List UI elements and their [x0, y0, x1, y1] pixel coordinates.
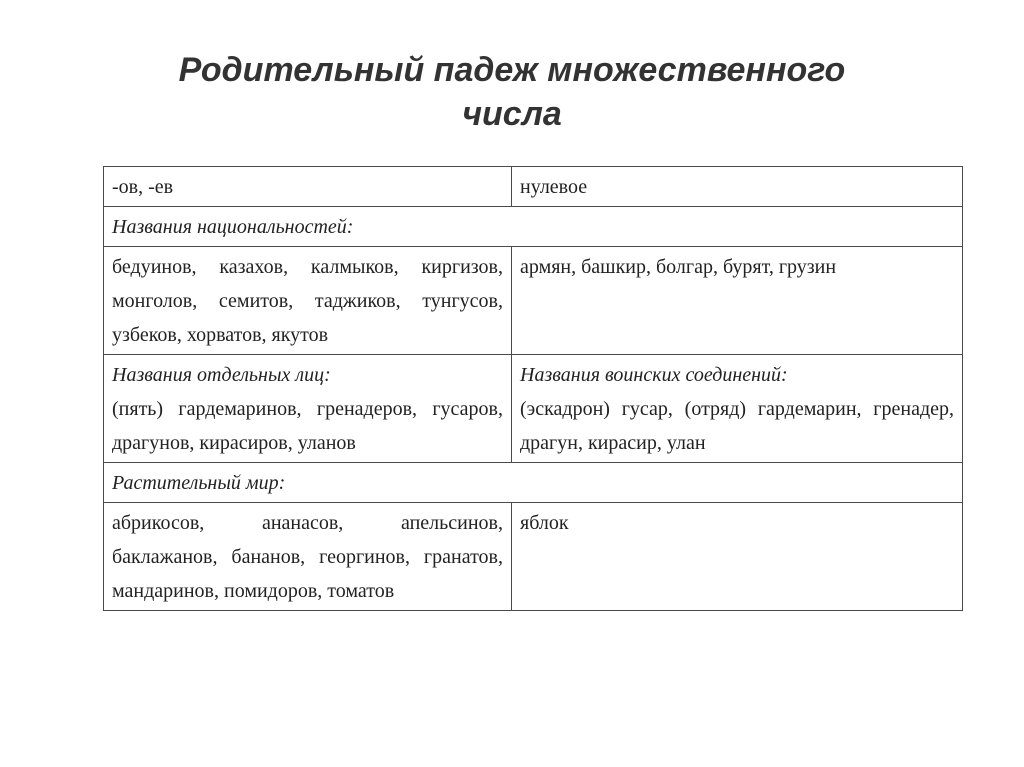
slide-title: [0, 48, 1024, 136]
nationalities-ov-ev-words: бедуинов, казахов, калмыков, киргизов, монголов, семитов, таджиков, тунгусов, узбеков, хорватов, якутов: [104, 247, 512, 355]
nationalities-zero-words: армян, башкир, болгар, бурят, грузин: [512, 247, 963, 355]
header-row: [104, 167, 963, 207]
category-row-plants: [104, 463, 963, 503]
category-persons: Названия отдельных лиц:: [112, 364, 331, 386]
title-line-2: числа: [462, 95, 562, 133]
military-zero-words: (эскадрон) гусар, (отряд) гардемарин, гренадер, драгун, кирасир, улан: [520, 398, 954, 454]
category-plants: Растительный мир:: [104, 463, 963, 503]
category-row-nationalities: [104, 207, 963, 247]
words-row-nationalities: [104, 247, 963, 355]
category-military-units: Названия воинских соединений:: [520, 364, 788, 386]
persons-ov-ev-words: (пять) гардемаринов, гренадеров, гусаров, драгунов, кирасиров, уланов: [112, 398, 503, 454]
words-row-persons: [104, 355, 963, 463]
title-line-1: Родительный падеж множественного: [178, 51, 846, 89]
plants-zero-words: яблок: [512, 503, 963, 611]
plants-ov-ev-words: абрикосов, ананасов, апельсинов, баклажанов, бананов, георгинов, гранатов, мандаринов, помидоров, томатов: [104, 503, 512, 611]
words-row-plants: [104, 503, 963, 611]
header-ending-zero: нулевое: [512, 167, 963, 207]
header-ending-ov-ev: -ов, -ев: [104, 167, 512, 207]
persons-ov-ev-cell: [104, 355, 512, 463]
grammar-table: [103, 166, 963, 611]
category-nationalities: Названия национальностей:: [104, 207, 963, 247]
military-zero-cell: [512, 355, 963, 463]
